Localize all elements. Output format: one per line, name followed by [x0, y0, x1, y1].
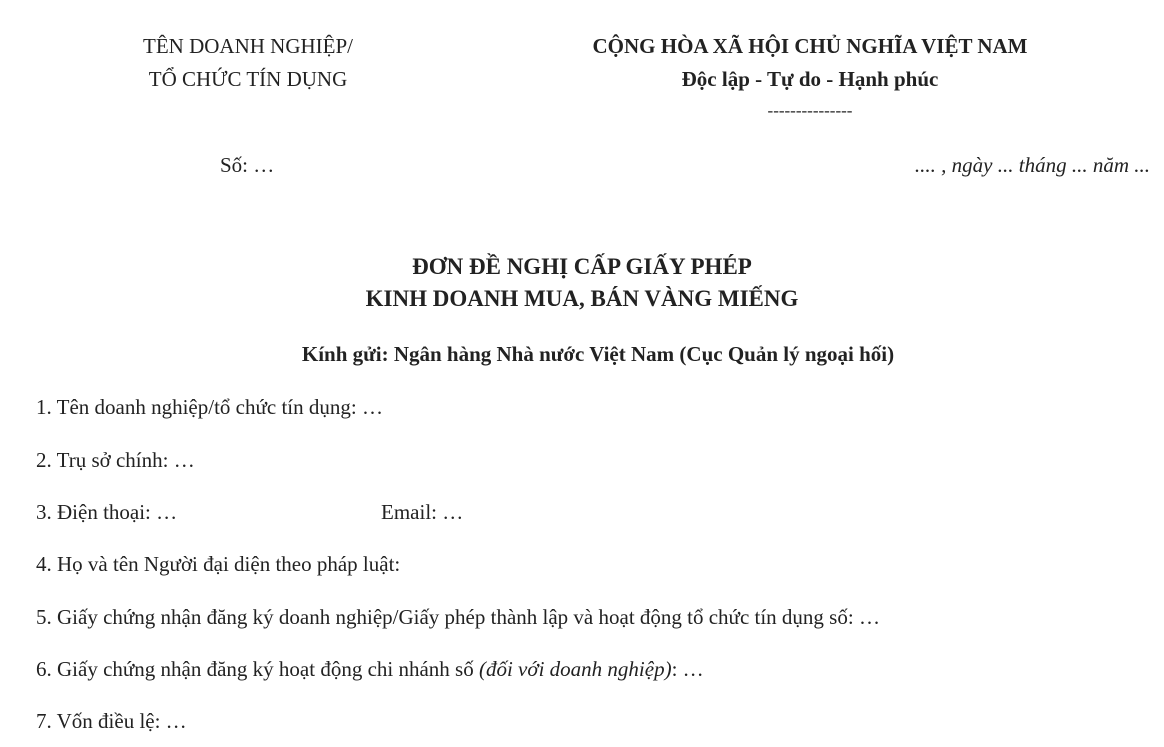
- document-number: Số: …: [220, 153, 275, 177]
- item-branch-certificate: [36, 657, 704, 682]
- item-company-name: 1. Tên doanh nghiệp/tổ chức tín dụng: …: [36, 395, 383, 419]
- document-date: .... , ngày ... tháng ... năm ...: [914, 153, 1150, 177]
- recipient-line: Kính gửi: Ngân hàng Nhà nước Việt Nam (Cục Quản lý ngoại hối): [301, 342, 895, 366]
- item-phone: 3. Điện thoại: …: [36, 500, 178, 524]
- item-branch-certificate-suffix: : …: [671, 657, 704, 681]
- republic-heading: CỘNG HÒA XÃ HỘI CHỦ NGHĨA VIỆT NAM: [592, 34, 1028, 58]
- document-title-line1: ĐƠN ĐỀ NGHỊ CẤP GIẤY PHÉP: [412, 254, 752, 279]
- item-registration-certificate: 5. Giấy chứng nhận đăng ký doanh nghiệp/Giấy phép thành lập và hoạt động tổ chức tín dụng số: …: [36, 605, 880, 629]
- organization-name-line2: TỔ CHỨC TÍN DỤNG: [148, 67, 348, 91]
- header-separator: ---------------: [767, 101, 853, 120]
- item-charter-capital: 7. Vốn điều lệ: …: [36, 709, 187, 733]
- item-email: Email: …: [381, 500, 464, 524]
- organization-name-line1: TÊN DOANH NGHIỆP/: [143, 34, 353, 58]
- item-head-office: 2. Trụ sở chính: …: [36, 448, 195, 472]
- national-motto: Độc lập - Tự do - Hạnh phúc: [681, 67, 939, 91]
- item-branch-certificate-note: (đối với doanh nghiệp): [478, 657, 672, 681]
- document-title-line2: KINH DOANH MUA, BÁN VÀNG MIẾNG: [365, 286, 799, 311]
- item-branch-certificate-text: 6. Giấy chứng nhận đăng ký hoạt động chi nhánh số: [36, 657, 479, 681]
- item-legal-representative: 4. Họ và tên Người đại diện theo pháp luật:: [36, 552, 401, 576]
